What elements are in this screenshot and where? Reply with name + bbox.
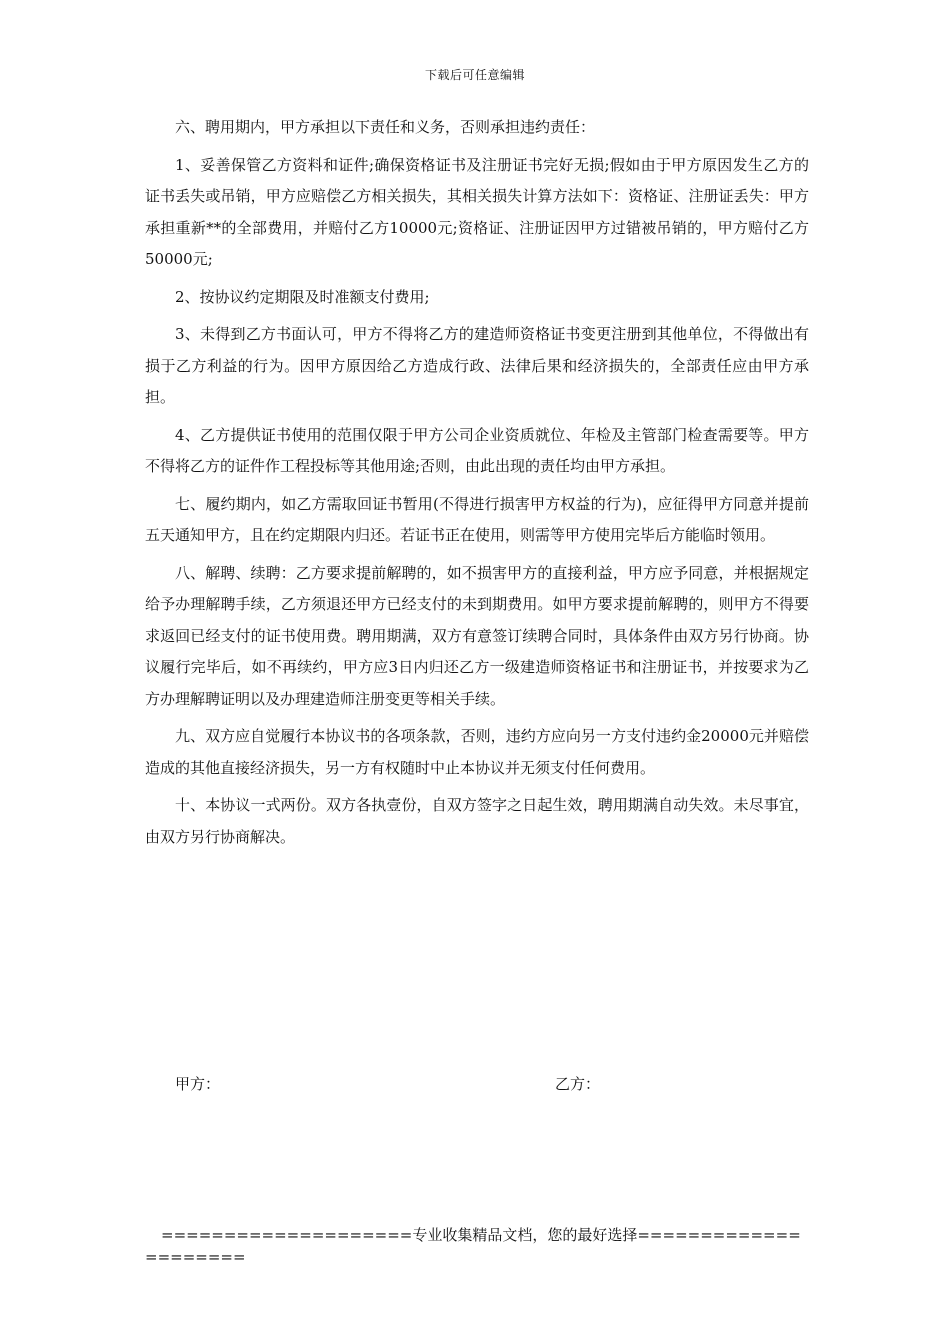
clause-6-2: 2、按协议约定期限及时准额支付费用; [175,287,430,306]
footer-text: ====================专业收集精品文档，您的最好选择===================== [145,1226,801,1266]
clause-6-4: 4、乙方提供证书使用的范围仅限于甲方公司企业资质就位、年检及主管部门检查需要等。甲方不得将乙方的证件作工程投标等其他用途;否则，由此出现的责任均由甲方承担。 [145,425,809,475]
clause-9: 九、双方应自觉履行本协议书的各项条款，否则，违约方应向另一方支付违约金20000元并赔偿造成的其他直接经济损失，另一方有权随时中止本协议并无须支付任何费用。 [145,727,809,777]
clause-8: 八、解聘、续聘：乙方要求提前解聘的，如不损害甲方的直接利益，甲方应予同意，并根据规定给予办理解聘手续，乙方须退还甲方已经支付的未到期费用。如甲方要求提前解聘的，则甲方不得要求返回已经支付的证书使用费。聘用期满，双方有意签订续聘合同时，具体条件由双方另行协商。协议履行完毕后，如不再续约，甲方应3日内归还乙方一级建造师资格证书和注册证书，并按要求为乙方办理解聘证明以及办理建造师注册变更等相关手续。 [145,563,809,708]
clause-6-3: 3、未得到乙方书面认可，甲方不得将乙方的建造师资格证书变更注册到其他单位，不得做出有损于乙方利益的行为。因甲方原因给乙方造成行政、法律后果和经济损失的，全部责任应由甲方承担。 [145,325,809,406]
clause-7: 七、履约期内，如乙方需取回证书暂用(不得进行损害甲方权益的行为)，应征得甲方同意并提前五天通知甲方，且在约定期限内归还。若证书正在使用，则需等甲方使用完毕后方能临时领用。 [145,494,809,544]
clause-10: 十、本协议一式两份。双方各执壹份，自双方签字之日起生效，聘用期满自动失效。未尽事宜，由双方另行协商解决。 [145,796,809,846]
party-a-signature-label: 甲方： [175,1075,221,1093]
document-body [145,112,809,859]
clause-6: 六、聘用期内，甲方承担以下责任和义务，否则承担违约责任： [175,118,596,136]
party-b-signature-label: 乙方： [555,1075,601,1093]
page-footer [145,1224,809,1268]
clause-6-1: 1、妥善保管乙方资料和证件;确保资格证书及注册证书完好无损;假如由于甲方原因发生乙方的证书丢失或吊销，甲方应赔偿乙方相关损失，其相关损失计算方法如下：资格证、注册证丢失：甲方承担重新**的全部费用，并赔付乙方10000元;资格证、注册证因甲方过错被吊销的，甲方赔付乙方50000元; [145,155,809,268]
page-header: 下载后可任意编辑 [424,68,525,82]
